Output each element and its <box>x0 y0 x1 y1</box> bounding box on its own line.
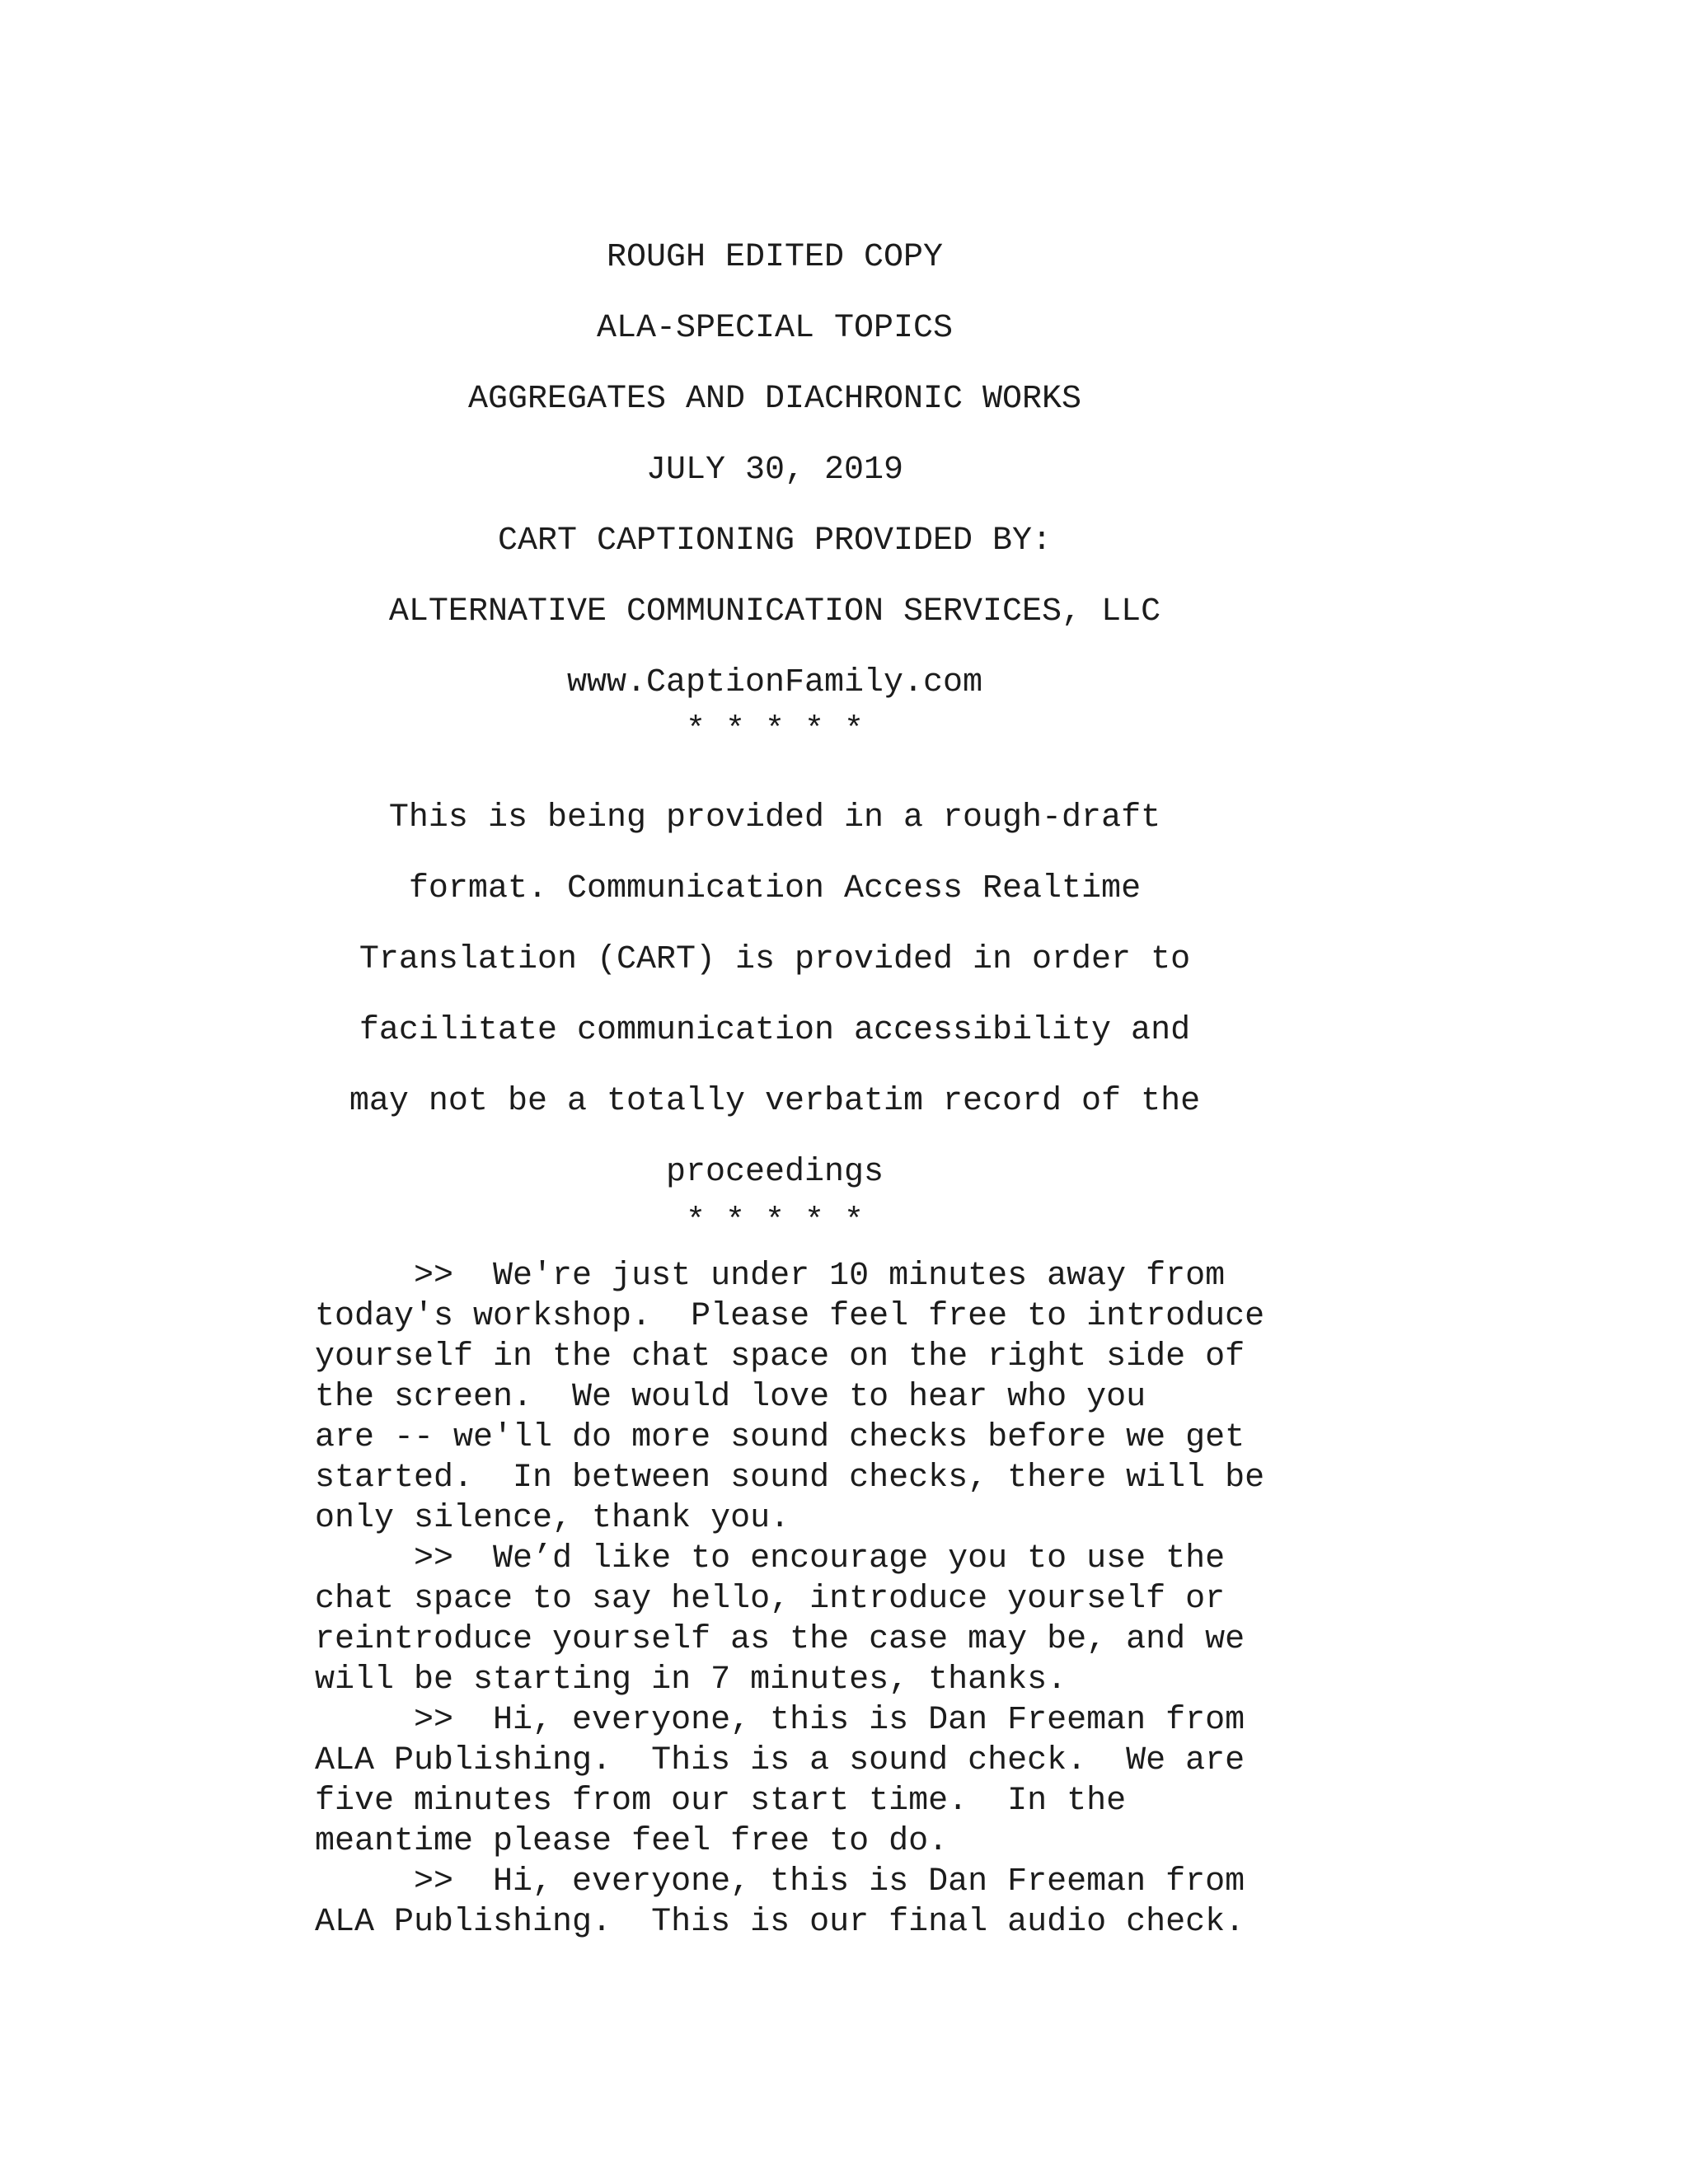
transcript-line: started. In between sound checks, there will be <box>315 1460 1265 1497</box>
title-block <box>0 223 1550 749</box>
disclaimer-line: may not be a totally verbatim record of the <box>349 1083 1201 1120</box>
transcript-line: >> We’d like to encourage you to use the <box>315 1540 1226 1577</box>
transcript-line: meantime please feel free to do. <box>315 1823 949 1860</box>
disclaimer-line: format. Communication Access Realtime <box>408 870 1142 907</box>
transcript-line: >> We're just under 10 minutes away from <box>315 1258 1226 1295</box>
transcript-line: ALA Publishing. This is a sound check. We are <box>315 1742 1245 1779</box>
provider-website-line: www.CaptionFamily.com <box>566 664 983 701</box>
disclaimer-block <box>0 783 1550 1240</box>
separator-stars-top: * * * * * <box>685 712 865 749</box>
transcript-line: ALA Publishing. This is our final audio check. <box>315 1904 1245 1941</box>
transcript-body <box>315 1256 1667 1943</box>
transcript-line: >> Hi, everyone, this is Dan Freeman from <box>315 1702 1245 1739</box>
session-title-line: AGGREGATES AND DIACHRONIC WORKS <box>467 381 1082 418</box>
transcript-line: today's workshop. Please feel free to introduce <box>315 1298 1265 1335</box>
transcript-line: reintroduce yourself as the case may be, and we <box>315 1621 1245 1658</box>
transcript-line: the screen. We would love to hear who you <box>315 1379 1146 1416</box>
disclaimer-line: Translation (CART) is provided in order to <box>359 941 1191 978</box>
provider-name-line: ALTERNATIVE COMMUNICATION SERVICES, LLC <box>388 593 1161 630</box>
doc-status-line: ROUGH EDITED COPY <box>606 239 944 276</box>
transcript-line: chat space to say hello, introduce yourself or <box>315 1581 1226 1618</box>
transcript-line: only silence, thank you. <box>315 1500 790 1537</box>
transcript-line: are -- we'll do more sound checks before we get <box>315 1419 1245 1456</box>
transcript-line: yourself in the chat space on the right side of <box>315 1338 1245 1376</box>
transcript-line: will be starting in 7 minutes, thanks. <box>315 1661 1067 1699</box>
provider-label-line: CART CAPTIONING PROVIDED BY: <box>497 523 1053 560</box>
transcript-line: >> Hi, everyone, this is Dan Freeman from <box>315 1863 1245 1900</box>
transcript-line: five minutes from our start time. In the <box>315 1783 1127 1820</box>
disclaimer-line: This is being provided in a rough-draft <box>388 799 1161 837</box>
separator-stars-bottom: * * * * * <box>685 1203 865 1240</box>
date-line: JULY 30, 2019 <box>645 452 904 489</box>
disclaimer-line: facilitate communication accessibility and <box>359 1012 1191 1049</box>
disclaimer-line: proceedings <box>665 1154 884 1191</box>
event-title-line: ALA-SPECIAL TOPICS <box>596 310 954 347</box>
